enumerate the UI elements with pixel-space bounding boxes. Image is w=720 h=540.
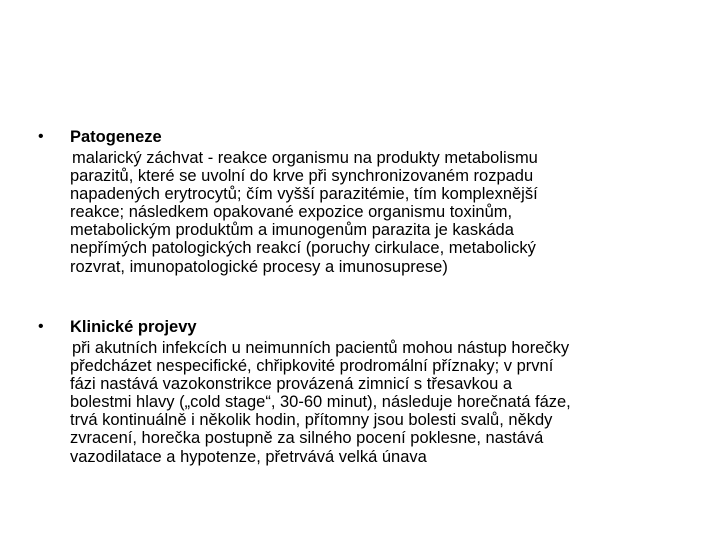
body-line: malarický záchvat - reakce organismu na produkty metabolismu: [72, 149, 538, 167]
body-line: napadených erytrocytů; čím vyšší parazitémie, tím komplexnější: [70, 185, 538, 204]
body-line: rozvrat, imunopatologické procesy a imunosuprese): [70, 257, 448, 276]
heading-row: [38, 315, 698, 339]
body-line: fázi nastává vazokonstrikce provázená zimnicí s třesavkou a: [70, 375, 513, 394]
body-line: nepřímých patologických reakcí (poruchy cirkulace, metabolický: [70, 239, 536, 258]
body-line: zvracení, horečka postupně za silného pocení poklesne, nastává: [70, 429, 544, 448]
body-line: vazodilatace a hypotenze, přetrvává velká únava: [70, 447, 427, 466]
body-line: trvá kontinuálně i několik hodin, přítomny jsou bolesti svalů, někdy: [70, 411, 553, 430]
bullet-icon: •: [38, 128, 44, 145]
body-line: reakce; následkem opakované expozice organismu toxinům,: [70, 203, 513, 222]
bullet-icon: •: [38, 318, 44, 335]
section-klinicke-projevy: [38, 315, 698, 466]
section-heading: Patogeneze: [70, 128, 162, 146]
body-line: bolestmi hlavy („cold stage“, 30-60 minut), následuje horečnatá fáze,: [70, 393, 571, 412]
heading-row: [38, 125, 698, 149]
section-body: [38, 339, 710, 466]
body-line: při akutních infekcích u neimunních pacientů mohou nástup horečky: [72, 339, 570, 357]
section-body: [38, 149, 710, 276]
body-line: metabolickým produktům a imunogenům parazita je kaskáda: [70, 221, 514, 240]
section-heading: Klinické projevy: [70, 318, 197, 336]
section-patogeneze: [38, 125, 698, 276]
body-line: předcházet nespecifické, chřipkovité prodromální příznaky; v první: [70, 357, 554, 376]
body-line: parazitů, které se uvolní do krve při synchronizovaném rozpadu: [70, 167, 534, 186]
